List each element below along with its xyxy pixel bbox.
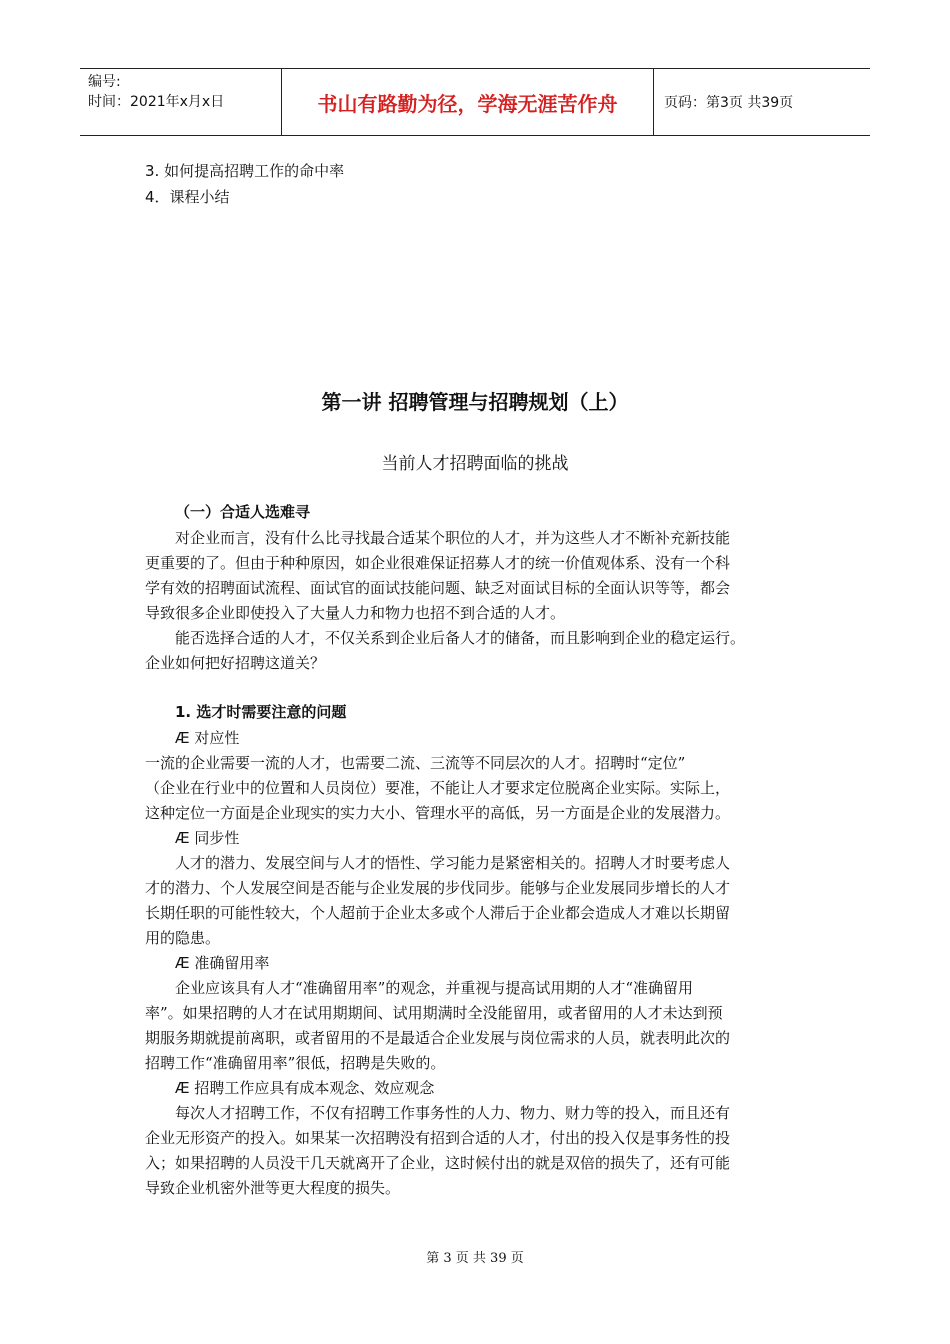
toc-item-4: 4．课程小结 (145, 188, 230, 206)
item-line: 招聘工作“准确留用率”很低，招聘是失败的。 (145, 1054, 446, 1072)
item-label: Æ 同步性 (175, 829, 240, 847)
item-line: 才的潜力、个人发展空间是否能与企业发展的步伐同步。能够与企业发展同步增长的人才 (145, 879, 731, 897)
point1-heading: 1. 选才时需要注意的问题 (175, 703, 347, 721)
section-title: 当前人才招聘面临的挑战 (381, 454, 569, 474)
item-line: 入；如果招聘的人员没干几天就离开了企业，这时候付出的就是双倍的损失了，还有可能 (145, 1154, 731, 1172)
item-line: 导致企业机密外泄等更大程度的损失。 (145, 1179, 401, 1197)
sub-heading-1: （一）合适人选难寻 (175, 503, 311, 521)
para1-line: 学有效的招聘面试流程、面试官的面试技能问题、缺乏对面试目标的全面认识等等，都会 (145, 579, 731, 597)
header-page-code: 页码：第3页 共39页 (664, 95, 794, 111)
para1-line: 更重要的了。但由于种种原因，如企业很难保证招募人才的统一价值观体系、没有一个科 (145, 554, 731, 572)
para1-line: 对企业而言，没有什么比寻找最合适某个职位的人才，并为这些人才不断补充新技能 (175, 529, 731, 547)
item-line: 率”。如果招聘的人才在试用期期间、试用期满时全没能留用，或者留用的人才未达到预 (145, 1004, 723, 1022)
item-label: Æ 准确留用率 (175, 954, 270, 972)
item-line: 人才的潜力、发展空间与人才的悟性、学习能力是紧密相关的。招聘人才时要考虑人 (175, 854, 731, 872)
header-time-label: 时间：2021年x月x日 (88, 94, 225, 110)
lecture-title: 第一讲 招聘管理与招聘规划（上） (321, 390, 629, 414)
item-line: 这种定位一方面是企业现实的实力大小、管理水平的高低，另一方面是企业的发展潜力。 (145, 804, 731, 822)
header-motto: 书山有路勤为径，学海无涯苦作舟 (281, 69, 654, 135)
header-number-label: 编号: (88, 74, 121, 90)
page-header (80, 68, 870, 136)
item-line: 长期任职的可能性较大，个人超前于企业太多或个人滞后于企业都会造成人才难以长期留 (145, 904, 731, 922)
item-label: Æ 对应性 (175, 729, 240, 747)
page-footer: 第 3 页 共 39 页 (426, 1251, 524, 1266)
item-line: 期服务期就提前离职，或者留用的不是最适合企业发展与岗位需求的人员，就表明此次的 (145, 1029, 731, 1047)
item-line: 一流的企业需要一流的人才，也需要二流、三流等不同层次的人才。招聘时“定位” (145, 754, 686, 772)
item-label: Æ 招聘工作应具有成本观念、效应观念 (175, 1079, 435, 1097)
para1-line: 导致很多企业即使投入了大量人力和物力也招不到合适的人才。 (145, 604, 566, 622)
header-meta (80, 69, 281, 135)
para2-line: 能否选择合适的人才，不仅关系到企业后备人才的储备，而且影响到企业的稳定运行。 (175, 629, 746, 647)
item-line: 用的隐患。 (145, 929, 221, 947)
para2-line: 企业如何把好招聘这道关？ (145, 654, 326, 672)
item-line: （企业在行业中的位置和人员岗位）要准，不能让人才要求定位脱离企业实际。实际上， (145, 779, 731, 797)
item-line: 每次人才招聘工作，不仅有招聘工作事务性的人力、物力、财力等的投入，而且还有 (175, 1104, 731, 1122)
item-line: 企业应该具有人才“准确留用率”的观念，并重视与提高试用期的人才“准确留用 (175, 979, 694, 997)
toc-item-3: 3. 如何提高招聘工作的命中率 (145, 162, 345, 180)
item-line: 企业无形资产的投入。如果某一次招聘没有招到合适的人才，付出的投入仅是事务性的投 (145, 1129, 731, 1147)
